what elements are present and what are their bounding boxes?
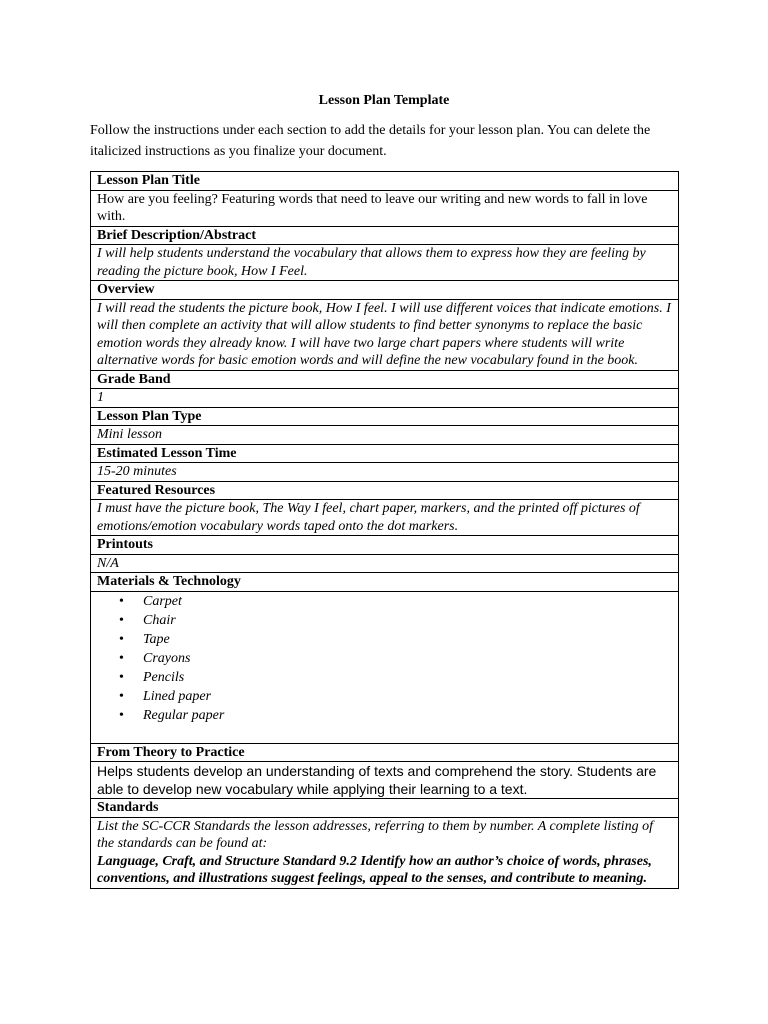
grade-band-label: Grade Band <box>91 370 679 389</box>
printouts-label: Printouts <box>91 536 679 555</box>
table-row <box>91 463 679 482</box>
intro-paragraph: Follow the instructions under each section to add the details for your lesson plan. You can delete the italicized instructions as you finalize your document. <box>90 123 651 159</box>
table-row <box>91 389 679 408</box>
standards-value-cell[interactable] <box>91 817 679 888</box>
table-row <box>91 226 679 245</box>
table-row <box>91 817 679 888</box>
standards-text: Language, Craft, and Structure Standard 9.2 Identify how an author’s choice of words, phrases, conventions, and illustrations suggest feelings, appeal to the senses, and contribute to meaning. <box>97 853 652 886</box>
table-row <box>91 481 679 500</box>
table-row <box>91 591 679 743</box>
printouts-value[interactable]: N/A <box>91 554 679 573</box>
table-row <box>91 299 679 370</box>
list-item: • Regular paper <box>143 706 672 725</box>
lesson-time-label: Estimated Lesson Time <box>91 444 679 463</box>
table-row <box>91 554 679 573</box>
page-title: Lesson Plan Template <box>318 93 450 108</box>
table-row <box>91 426 679 445</box>
lesson-title-value[interactable]: How are you feeling? Featuring words that need to leave our writing and new words to fall in love with. <box>91 190 679 226</box>
table-row <box>91 245 679 281</box>
resources-value[interactable]: I must have the picture book, The Way I feel, chart paper, markers, and the printed off pictures of emotions/emotion vocabulary words taped onto the dot markers. <box>91 500 679 536</box>
table-row <box>91 799 679 818</box>
materials-list <box>97 592 672 725</box>
table-row <box>91 407 679 426</box>
table-row <box>91 573 679 592</box>
materials-label: Materials & Technology <box>91 573 679 592</box>
standards-label: Standards <box>91 799 679 818</box>
overview-value[interactable]: I will read the students the picture book, How I feel. I will use different voices that indicate emotions. I will then complete an activity that will allow students to find better synonyms to replace the basic emotion words they already know. I will have two large chart papers where students will write alternative words for basic emotion words and will define the new vocabulary found in the book. <box>91 299 679 370</box>
description-label: Brief Description/Abstract <box>91 226 679 245</box>
table-row <box>91 762 679 799</box>
grade-band-value[interactable]: 1 <box>91 389 679 408</box>
lesson-plan-table <box>90 171 679 889</box>
list-item: • Chair <box>143 611 672 630</box>
standards-instructions: List the SC-CCR Standards the lesson addresses, referring to them by number. A complete listing of the standards can be found at: <box>97 818 653 851</box>
overview-label: Overview <box>91 281 679 300</box>
lesson-time-value[interactable]: 15-20 minutes <box>91 463 679 482</box>
lesson-title-label: Lesson Plan Title <box>91 172 679 191</box>
list-item: • Lined paper <box>143 687 672 706</box>
table-row <box>91 500 679 536</box>
materials-list-cell[interactable] <box>91 591 679 743</box>
table-row <box>91 172 679 191</box>
lesson-type-label: Lesson Plan Type <box>91 407 679 426</box>
table-row <box>91 190 679 226</box>
description-value[interactable]: I will help students understand the vocabulary that allows them to express how they are feeling by reading the picture book, How I Feel. <box>91 245 679 281</box>
list-item: • Carpet <box>143 592 672 611</box>
list-item: • Tape <box>143 630 672 649</box>
table-row <box>91 743 679 762</box>
table-row <box>91 370 679 389</box>
resources-label: Featured Resources <box>91 481 679 500</box>
table-row <box>91 536 679 555</box>
theory-label: From Theory to Practice <box>91 743 679 762</box>
theory-value[interactable]: Helps students develop an understanding of texts and comprehend the story. Students are able to develop new vocabulary while applying their learning to a text. <box>91 762 679 799</box>
list-item: • Pencils <box>143 668 672 687</box>
table-row <box>91 444 679 463</box>
lesson-type-value[interactable]: Mini lesson <box>91 426 679 445</box>
table-row <box>91 281 679 300</box>
list-item: • Crayons <box>143 649 672 668</box>
